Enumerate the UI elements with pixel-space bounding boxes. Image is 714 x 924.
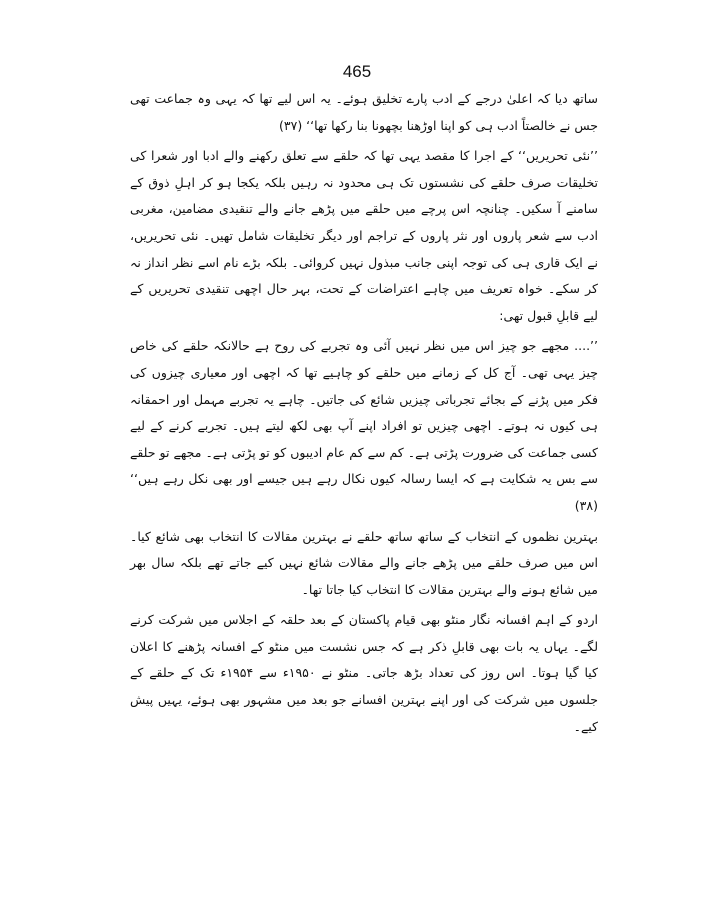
paragraph-1: ساتھ دیا کہ اعلیٰ درجے کے ادب پارے تخلیق ہوئے۔ یہ اس لیے تھا کہ یہی وہ جماعت تھی جس نے خالصتاً ادب ہی کو اپنا اوڑھنا بچھونا بنا رکھا تھا‘‘ (۳۷) (130, 91, 598, 133)
page-body (130, 86, 598, 740)
block-quote: ’’.... مجھے جو چیز اس میں نظر نہیں آئی وہ تجربے کی روح ہے حالانکہ حلقے کی خاص چیز یہی تھی۔ آج کل کے زمانے میں حلقے کو چاہیے تھا کہ اچھی اور معیاری چیزوں کی فکر میں پڑنے کے بجائے تجرباتی چیزیں شائع کی جاتیں۔ چاہے یہ تجربے مہمل اور احمقانہ ہی کیوں نہ ہوتے۔ اچھی چیزیں تو افراد اپنے آپ بھی لکھ لیتے ہیں۔ تجربے کرنے کے لیے کسی جماعت کی ضرورت پڑتی ہے۔ کم سے کم عام ادیبوں کو تو پڑتی ہے۔ مجھے تو حلقے سے بس یہ شکایت ہے کہ ایسا رسالہ کیوں نکال رہے ہیں جیسے اور بھی نکل رہے ہیں‘‘ (۳۸) (130, 338, 598, 513)
paragraph-3: بہترین نظموں کے انتخاب کے ساتھ ساتھ حلقے نے بہترین مقالات کا انتخاب بھی شائع کیا۔ اس میں صرف حلقے میں پڑھے جانے والے مقالات شائع نہیں کیے جاتے تھے بلکہ سال بھر میں شائع ہونے والے بہترین مقالات کا انتخاب کیا جاتا تھا۔ (130, 528, 598, 597)
page-number: 465 (342, 62, 372, 81)
paragraph-2: ’’نئی تحریریں‘‘ کے اجرا کا مقصد یہی تھا کہ حلقے سے تعلق رکھنے والے ادبا اور شعرا کی تخلیقات صرف حلقے کی نشستوں تک ہی محدود نہ رہیں بلکہ یکجا ہو کر اہلِ ذوق کے سامنے آ سکیں۔ چنانچہ اس پرچے میں حلقے میں پڑھے جانے والے تنقیدی مضامین، مغربی ادب سے شعر پاروں اور نثر پاروں کے تراجم اور دیگر تخلیقات شامل تھیں۔ نئی تحریریں، نے ایک قاری ہی کی توجہ اپنی جانب مبذول نہیں کروائی۔ بلکہ بڑے نام اسے نظر انداز نہ کر سکے۔ خواہ تعریف میں چاہے اعتراضات کے تحت، بہر حال اچھی تنقیدی تحریریں کے لیے قابلِ قبول تھی: (130, 148, 598, 323)
paragraph-4: اردو کے اہم افسانہ نگار منٹو بھی قیام پاکستان کے بعد حلقہ کے اجلاس میں شرکت کرنے لگے۔ یہاں یہ بات بھی قابلِ ذکر ہے کہ جس نشست میں منٹو کے افسانہ پڑھنے کا اعلان کیا گیا ہوتا۔ اس روز کی تعداد بڑھ جاتی۔ منٹو نے ۱۹۵۰ء سے ۱۹۵۴ء تک کے حلقے کے جلسوں میں شرکت کی اور اپنے بہترین افسانے جو بعد میں مشہور بھی ہوئے، یہیں پیش کیے۔ (130, 612, 599, 734)
